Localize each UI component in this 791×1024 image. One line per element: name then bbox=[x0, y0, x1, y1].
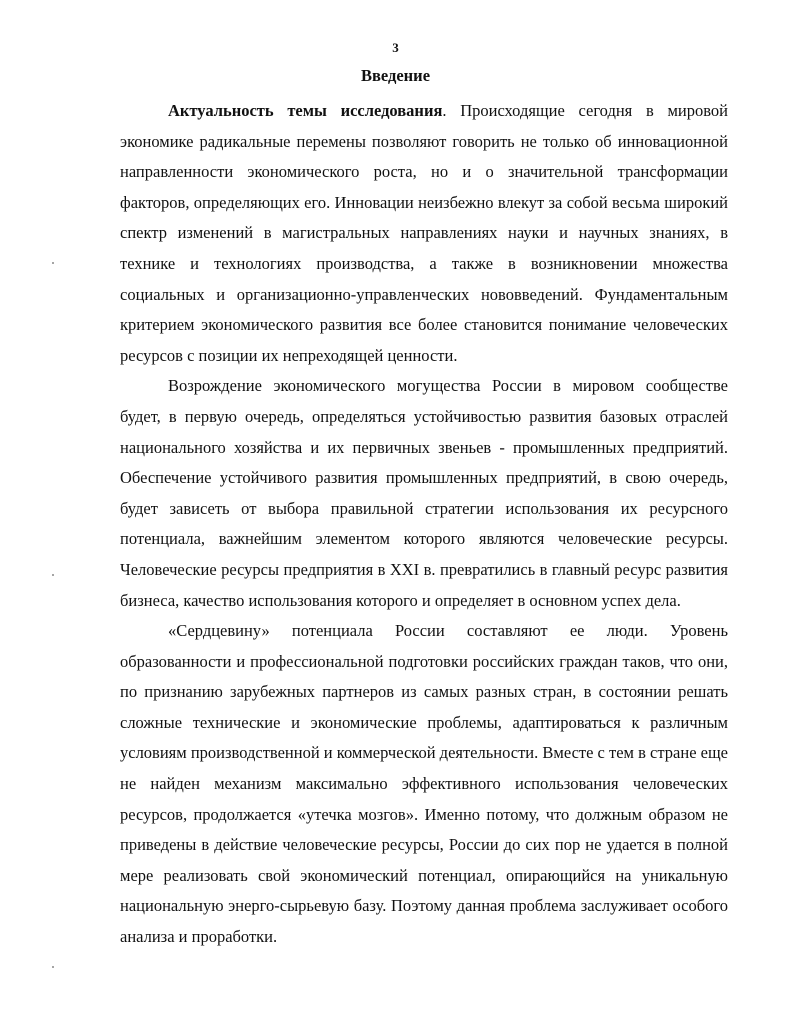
scan-artifact bbox=[52, 574, 54, 576]
section-heading: Введение bbox=[360, 66, 431, 85]
body-text bbox=[120, 96, 728, 953]
paragraph-3 bbox=[120, 616, 728, 953]
scan-artifact bbox=[52, 966, 54, 968]
paragraph-1-text: . Происходящие сегодня в мировой экономике радикальные перемены позволяют говорить не только об инновационной направленности экономического роста, но и о значительной трансформации факторов, определяющих его. Инновации неизбежно влекут за собой весьма широкий спектр изменений в магистральных направлениях науки и научных знаниях, в технике и технологиях производства, а также в возникновении множества социальных и организационно-управленческих нововведений. Фундаментальным критерием экономического развития все более становится понимание человеческих ресурсов с позиции их непреходящей ценности. bbox=[120, 101, 728, 365]
paragraph-2-text: Возрождение экономического могущества России в мировом сообществе будет, в первую очередь, определяться устойчивостью развития базовых отраслей национального хозяйства и их первичных звеньев - промышленных предприятий. Обеспечение устойчивого развития промышленных предприятий, в свою очередь, будет зависеть от выбора правильной стратегии использования их ресурсного потенциала, важнейшим элементом которого являются человеческие ресурсы. Человеческие ресурсы предприятия в XXI в. превратились в главный ресурс развития бизнеса, качество использования которого и определяет в основном успех дела. bbox=[120, 376, 728, 610]
paragraph-2 bbox=[120, 371, 728, 616]
paragraph-1 bbox=[120, 96, 728, 371]
scan-artifact bbox=[52, 262, 54, 264]
paragraph-3-text: «Сердцевину» потенциала России составляют ее люди. Уровень образованности и профессиональной подготовки российских граждан таков, что они, по признанию зарубежных партнеров из самых разных стран, в состоянии решать сложные технические и экономические проблемы, адаптироваться к различным условиям производственной и коммерческой деятельности. Вместе с тем в стране еще не найден механизм максимально эффективного использования человеческих ресурсов, продолжается «утечка мозгов». Именно потому, что должным образом не приведены в действие человеческие ресурсы, России до сих пор не удается в полной мере реализовать свой экономический потенциал, опирающийся на уникальную национальную энерго-сырьевую базу. Поэтому данная проблема заслуживает особого анализа и проработки. bbox=[120, 621, 728, 947]
page-number: 3 bbox=[392, 40, 399, 55]
paragraph-1-lead: Актуальность темы исследования bbox=[168, 101, 443, 120]
